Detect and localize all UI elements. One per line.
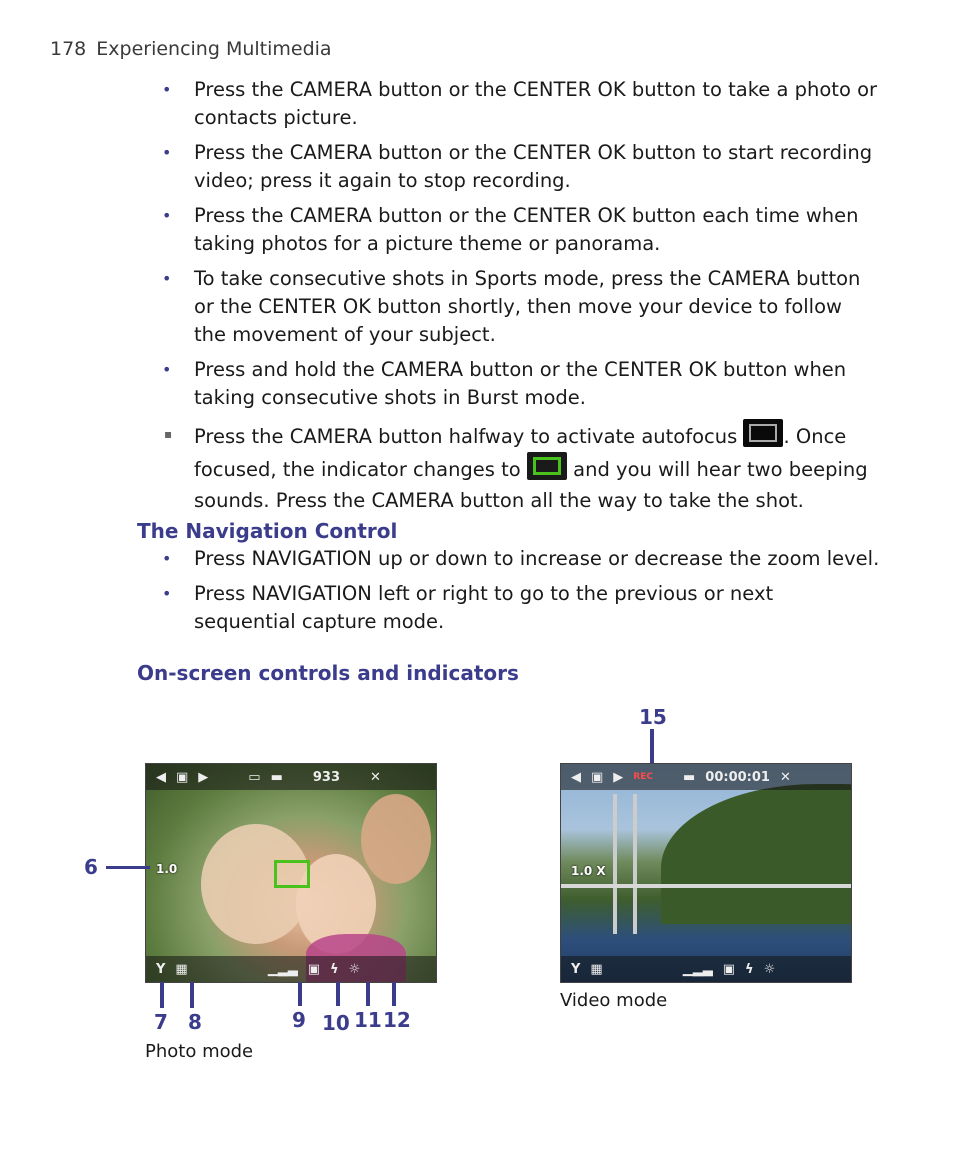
brightness-icon[interactable]: ▁▂▃	[682, 961, 713, 977]
tripod-icon[interactable]: Y	[156, 961, 166, 977]
tripod-icon[interactable]: Y	[571, 961, 581, 977]
flash-icon[interactable]: ϟ	[330, 961, 339, 977]
storage-icon: ▬	[682, 769, 696, 785]
photo-bottom-bar	[146, 956, 436, 982]
bridge-deck	[561, 884, 851, 888]
photo-top-bar	[146, 764, 436, 790]
bridge-tower	[633, 794, 637, 934]
onscreen-heading: On-screen controls and indicators	[137, 661, 519, 685]
page-number: 178	[50, 38, 87, 60]
close-icon[interactable]: ✕	[779, 769, 791, 785]
page-header	[50, 38, 332, 60]
list-item: • Press NAVIGATION up or down to increase or decrease the zoom level.	[162, 547, 880, 570]
list-item: • Press NAVIGATION left or right to go to the previous or next sequential capture mode.	[162, 582, 774, 633]
video-camera-icon: ▣	[591, 769, 604, 785]
callout-6: 6	[84, 855, 98, 879]
video-mode-screen	[560, 763, 852, 983]
list-item: • To take consecutive shots in Sports mode, press the CAMERA button or the CENTER OK button shortly, then move your device to follow the movement of your subject.	[162, 267, 861, 346]
recording-timer: 00:00:01	[705, 769, 770, 785]
callout-line	[106, 866, 150, 869]
callout-9: 9	[292, 1008, 306, 1032]
list-item: • Press and hold the CAMERA button or the CENTER OK button when taking consecutive shots in Burst mode.	[162, 358, 847, 409]
bridge-tower	[613, 794, 617, 934]
arrow-left-icon[interactable]: ◀	[571, 769, 581, 785]
focus-indicator	[274, 860, 310, 888]
close-icon[interactable]: ✕	[370, 769, 381, 785]
white-balance-icon[interactable]: ☼	[348, 961, 361, 977]
resolution-icon[interactable]: ▣	[307, 961, 321, 977]
callout-line	[190, 982, 194, 1008]
photo-mode-screen	[145, 763, 437, 983]
zoom-indicator: 1.0	[156, 862, 178, 876]
arrow-right-icon[interactable]: ▶	[198, 769, 209, 785]
grid-icon[interactable]: ▦	[590, 961, 603, 977]
callout-10: 10	[322, 1011, 350, 1035]
video-bottom-bar	[561, 956, 851, 982]
photo-mode-caption: Photo mode	[145, 1041, 254, 1062]
callout-line	[160, 982, 164, 1008]
list-item: • Press the CAMERA button or the CENTER OK button to start recording video; press it again to stop recording.	[162, 141, 873, 192]
callout-line	[366, 982, 370, 1006]
callout-7: 7	[154, 1010, 168, 1034]
rec-indicator: REC	[633, 772, 653, 782]
list-item-autofocus: ▪ Press the CAMERA button halfway to activate autofocus . Once focused, the indicator changes to and you will hear two beeping sounds. Press the CAMERA button all the way to take the shot.	[160, 419, 880, 516]
callout-line	[336, 982, 340, 1006]
hill-shape	[661, 784, 852, 924]
callout-line	[650, 729, 654, 763]
focused-indicator-icon	[527, 452, 567, 480]
list-item: • Press the CAMERA button or the CENTER OK button to take a photo or contacts picture.	[162, 78, 878, 129]
camera-icon: ▣	[176, 769, 189, 785]
resolution-icon: ▭	[248, 769, 261, 785]
resolution-icon[interactable]: ▣	[722, 961, 736, 977]
camera-bullet-list	[160, 76, 880, 523]
flash-icon[interactable]: ϟ	[745, 961, 754, 977]
shots-counter: 933	[312, 769, 341, 785]
chapter-title: Experiencing Multimedia	[96, 38, 332, 60]
callout-line	[392, 982, 396, 1006]
navigation-heading: The Navigation Control	[137, 519, 398, 543]
callout-15: 15	[639, 705, 667, 729]
autofocus-icon	[743, 419, 783, 447]
callout-line	[298, 982, 302, 1006]
zoom-indicator: 1.0 X	[571, 864, 606, 878]
storage-icon: ▬	[270, 769, 283, 785]
callout-8: 8	[188, 1010, 202, 1034]
list-item: • Press the CAMERA button or the CENTER OK button each time when taking photos for a picture theme or panorama.	[162, 204, 859, 255]
photo-subject-shape	[361, 794, 431, 884]
arrow-left-icon[interactable]: ◀	[156, 769, 166, 785]
callout-11: 11	[354, 1008, 382, 1032]
arrow-right-icon[interactable]: ▶	[613, 769, 624, 785]
white-balance-icon[interactable]: ☼	[763, 961, 776, 977]
grid-icon[interactable]: ▦	[175, 961, 188, 977]
navigation-bullet-list	[160, 545, 880, 643]
callout-12: 12	[383, 1008, 411, 1032]
video-mode-caption: Video mode	[560, 990, 668, 1011]
video-top-bar	[561, 764, 851, 790]
brightness-icon[interactable]: ▁▂▃	[267, 961, 298, 977]
